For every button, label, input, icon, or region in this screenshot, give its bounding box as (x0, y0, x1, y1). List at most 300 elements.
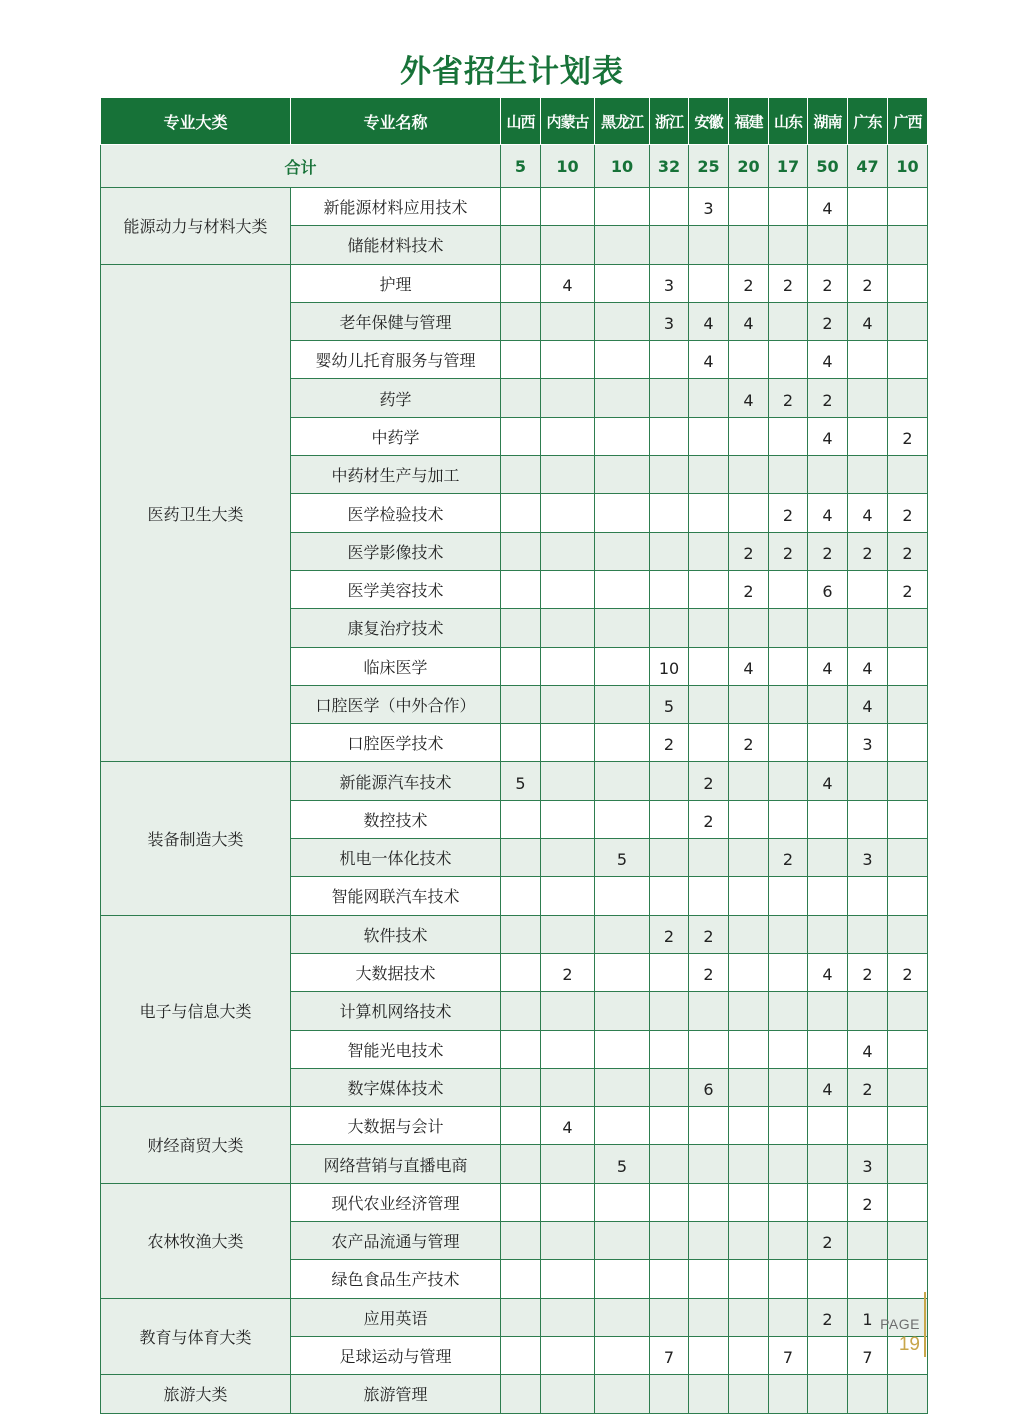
quota-cell (541, 532, 595, 570)
quota-cell (689, 379, 729, 417)
quota-cell (729, 1030, 769, 1068)
quota-cell (501, 953, 541, 991)
quota-cell (501, 188, 541, 226)
quota-cell (888, 379, 928, 417)
quota-cell (769, 1260, 808, 1298)
quota-cell (650, 1260, 689, 1298)
quota-cell: 4 (808, 1068, 848, 1106)
quota-cell (595, 1336, 650, 1374)
quota-cell (848, 226, 888, 264)
quota-cell (650, 1375, 689, 1413)
quota-cell: 2 (769, 532, 808, 570)
quota-cell (888, 609, 928, 647)
quota-cell (501, 1222, 541, 1260)
quota-cell (501, 302, 541, 340)
quota-cell (848, 762, 888, 800)
quota-cell (848, 877, 888, 915)
total-label: 合计 (101, 145, 501, 188)
quota-cell: 2 (888, 953, 928, 991)
quota-cell (541, 417, 595, 455)
quota-cell (729, 417, 769, 455)
quota-cell (848, 570, 888, 608)
quota-cell (888, 647, 928, 685)
header-province: 安徽 (689, 98, 729, 145)
total-value: 47 (848, 145, 888, 188)
quota-cell (808, 1375, 848, 1413)
quota-cell (650, 953, 689, 991)
quota-cell (650, 1068, 689, 1106)
quota-cell (501, 379, 541, 417)
quota-cell (541, 647, 595, 685)
quota-cell (650, 1222, 689, 1260)
quota-cell: 4 (808, 647, 848, 685)
quota-cell: 6 (808, 570, 848, 608)
table-row (101, 1375, 928, 1413)
quota-cell (541, 226, 595, 264)
major-cell: 应用英语 (291, 1298, 501, 1336)
quota-cell (848, 188, 888, 226)
quota-cell (595, 1068, 650, 1106)
quota-cell (595, 1030, 650, 1068)
quota-cell: 2 (541, 953, 595, 991)
quota-cell: 3 (848, 724, 888, 762)
quota-cell (888, 456, 928, 494)
quota-cell (769, 341, 808, 379)
quota-cell (595, 647, 650, 685)
quota-cell (729, 839, 769, 877)
quota-cell (595, 1260, 650, 1298)
quota-cell (689, 724, 729, 762)
quota-cell (848, 1375, 888, 1413)
quota-cell (729, 341, 769, 379)
header-province: 浙江 (650, 98, 689, 145)
quota-cell (650, 877, 689, 915)
quota-cell (689, 532, 729, 570)
quota-cell: 2 (808, 532, 848, 570)
quota-cell (689, 839, 729, 877)
quota-cell: 7 (769, 1336, 808, 1374)
quota-cell (848, 1107, 888, 1145)
quota-cell (729, 915, 769, 953)
quota-cell: 2 (689, 762, 729, 800)
quota-cell (541, 188, 595, 226)
quota-cell (595, 1183, 650, 1221)
quota-cell (888, 992, 928, 1030)
quota-cell (595, 1375, 650, 1413)
quota-cell: 2 (808, 302, 848, 340)
quota-cell (848, 915, 888, 953)
total-value: 20 (729, 145, 769, 188)
quota-cell (650, 1183, 689, 1221)
total-row (101, 145, 928, 188)
quota-cell: 2 (888, 532, 928, 570)
quota-cell: 2 (650, 724, 689, 762)
quota-cell (501, 570, 541, 608)
quota-cell: 2 (888, 494, 928, 532)
quota-cell (888, 1107, 928, 1145)
quota-cell (729, 1222, 769, 1260)
quota-cell (769, 1183, 808, 1221)
quota-cell (541, 1375, 595, 1413)
quota-cell (848, 1222, 888, 1260)
major-cell: 新能源材料应用技术 (291, 188, 501, 226)
quota-cell (729, 992, 769, 1030)
quota-cell (595, 724, 650, 762)
quota-cell (808, 1260, 848, 1298)
total-value: 25 (689, 145, 729, 188)
quota-cell (501, 1145, 541, 1183)
quota-cell (541, 685, 595, 723)
quota-cell (595, 992, 650, 1030)
quota-cell (888, 724, 928, 762)
quota-cell (650, 456, 689, 494)
page-marker (876, 1316, 920, 1356)
quota-cell (541, 877, 595, 915)
quota-cell (541, 800, 595, 838)
header-province: 福建 (729, 98, 769, 145)
quota-cell (501, 915, 541, 953)
quota-cell (501, 417, 541, 455)
header-province: 广东 (848, 98, 888, 145)
quota-cell (541, 1260, 595, 1298)
quota-cell (729, 1298, 769, 1336)
quota-cell (541, 494, 595, 532)
major-cell: 现代农业经济管理 (291, 1183, 501, 1221)
quota-cell: 4 (729, 302, 769, 340)
quota-cell (888, 839, 928, 877)
quota-cell (769, 1068, 808, 1106)
quota-cell: 2 (769, 264, 808, 302)
quota-cell (501, 264, 541, 302)
quota-cell (501, 1030, 541, 1068)
quota-cell (888, 800, 928, 838)
quota-cell (501, 1375, 541, 1413)
header-province: 黑龙江 (595, 98, 650, 145)
quota-cell (689, 417, 729, 455)
quota-cell (650, 800, 689, 838)
quota-cell (769, 647, 808, 685)
quota-cell (541, 915, 595, 953)
quota-cell (595, 953, 650, 991)
category-cell: 旅游大类 (101, 1375, 291, 1413)
quota-cell (541, 302, 595, 340)
quota-cell (769, 302, 808, 340)
quota-cell (541, 839, 595, 877)
quota-cell: 3 (689, 188, 729, 226)
major-cell: 农产品流通与管理 (291, 1222, 501, 1260)
major-cell: 网络营销与直播电商 (291, 1145, 501, 1183)
quota-cell (595, 609, 650, 647)
quota-cell (650, 762, 689, 800)
quota-cell (769, 188, 808, 226)
quota-cell (689, 685, 729, 723)
quota-cell (888, 685, 928, 723)
quota-cell (769, 226, 808, 264)
quota-cell (769, 800, 808, 838)
category-cell: 能源动力与材料大类 (101, 188, 291, 265)
quota-cell: 4 (808, 494, 848, 532)
quota-cell: 7 (848, 1336, 888, 1374)
quota-cell (595, 302, 650, 340)
quota-cell (595, 494, 650, 532)
quota-cell (595, 762, 650, 800)
quota-cell: 3 (650, 302, 689, 340)
quota-cell (689, 1145, 729, 1183)
quota-cell: 4 (848, 494, 888, 532)
quota-cell (769, 953, 808, 991)
quota-cell: 2 (848, 953, 888, 991)
quota-cell (541, 570, 595, 608)
quota-cell (501, 226, 541, 264)
quota-cell (501, 800, 541, 838)
quota-cell (595, 685, 650, 723)
quota-cell: 2 (729, 570, 769, 608)
quota-cell (769, 992, 808, 1030)
quota-cell: 2 (689, 953, 729, 991)
quota-cell: 2 (729, 264, 769, 302)
quota-cell (808, 839, 848, 877)
quota-cell (689, 1030, 729, 1068)
quota-cell: 4 (541, 264, 595, 302)
quota-cell (689, 1222, 729, 1260)
quota-cell (650, 992, 689, 1030)
quota-cell (848, 417, 888, 455)
quota-cell (729, 685, 769, 723)
category-cell: 电子与信息大类 (101, 915, 291, 1106)
quota-cell (595, 417, 650, 455)
major-cell: 旅游管理 (291, 1375, 501, 1413)
quota-cell (650, 494, 689, 532)
quota-cell (501, 724, 541, 762)
quota-cell (501, 532, 541, 570)
quota-cell (848, 800, 888, 838)
quota-cell (501, 839, 541, 877)
quota-cell: 4 (808, 953, 848, 991)
quota-cell (888, 1260, 928, 1298)
quota-cell (689, 1260, 729, 1298)
quota-cell: 4 (808, 188, 848, 226)
enrollment-plan-table (100, 97, 928, 1414)
quota-cell (769, 570, 808, 608)
table-row (101, 264, 928, 302)
quota-cell (650, 532, 689, 570)
quota-cell (541, 1068, 595, 1106)
major-cell: 数字媒体技术 (291, 1068, 501, 1106)
quota-cell: 5 (501, 762, 541, 800)
quota-cell (729, 456, 769, 494)
page-title: 外省招生计划表 (400, 54, 624, 90)
quota-cell (595, 341, 650, 379)
header-province: 山西 (501, 98, 541, 145)
quota-cell (595, 456, 650, 494)
quota-cell (689, 1298, 729, 1336)
quota-cell (808, 877, 848, 915)
quota-cell (541, 1030, 595, 1068)
quota-cell (689, 226, 729, 264)
quota-cell (501, 1260, 541, 1298)
quota-cell (729, 494, 769, 532)
quota-cell (650, 609, 689, 647)
quota-cell (541, 1183, 595, 1221)
quota-cell (848, 1260, 888, 1298)
quota-cell (729, 1336, 769, 1374)
quota-cell (650, 188, 689, 226)
quota-cell (848, 609, 888, 647)
quota-cell: 4 (729, 379, 769, 417)
quota-cell (650, 570, 689, 608)
quota-cell (729, 1260, 769, 1298)
quota-cell (501, 1183, 541, 1221)
quota-cell (769, 1145, 808, 1183)
quota-cell (769, 1030, 808, 1068)
total-value: 32 (650, 145, 689, 188)
table-row (101, 1107, 928, 1145)
quota-cell (769, 609, 808, 647)
major-cell: 医学美容技术 (291, 570, 501, 608)
quota-cell: 5 (595, 839, 650, 877)
major-cell: 智能网联汽车技术 (291, 877, 501, 915)
page-divider (924, 1292, 926, 1357)
quota-cell: 5 (650, 685, 689, 723)
quota-cell: 2 (848, 1183, 888, 1221)
major-cell: 护理 (291, 264, 501, 302)
major-cell: 计算机网络技术 (291, 992, 501, 1030)
quota-cell (808, 800, 848, 838)
major-cell: 中药材生产与加工 (291, 456, 501, 494)
table-row (101, 1183, 928, 1221)
quota-cell (888, 302, 928, 340)
quota-cell (729, 188, 769, 226)
table-body (101, 188, 928, 1414)
quota-cell: 2 (888, 570, 928, 608)
header-province: 山东 (769, 98, 808, 145)
quota-cell (769, 762, 808, 800)
quota-cell: 2 (848, 532, 888, 570)
quota-cell (848, 992, 888, 1030)
table-row (101, 188, 928, 226)
quota-cell (729, 762, 769, 800)
quota-cell (501, 609, 541, 647)
quota-cell: 2 (769, 379, 808, 417)
quota-cell (729, 1145, 769, 1183)
quota-cell (888, 1183, 928, 1221)
quota-cell (595, 1298, 650, 1336)
quota-cell: 7 (650, 1336, 689, 1374)
quota-cell: 2 (729, 724, 769, 762)
category-cell: 财经商贸大类 (101, 1107, 291, 1184)
quota-cell (501, 494, 541, 532)
major-cell: 口腔医学（中外合作） (291, 685, 501, 723)
quota-cell (689, 570, 729, 608)
quota-cell (729, 1375, 769, 1413)
major-cell: 数控技术 (291, 800, 501, 838)
header-category: 专业大类 (101, 98, 291, 145)
quota-cell (650, 341, 689, 379)
quota-cell (888, 1222, 928, 1260)
quota-cell: 3 (848, 1145, 888, 1183)
quota-cell (501, 992, 541, 1030)
quota-cell: 2 (729, 532, 769, 570)
quota-cell (595, 226, 650, 264)
major-cell: 软件技术 (291, 915, 501, 953)
quota-cell: 4 (808, 341, 848, 379)
quota-cell (888, 226, 928, 264)
total-value: 10 (595, 145, 650, 188)
quota-cell (769, 1375, 808, 1413)
quota-cell (541, 724, 595, 762)
quota-cell (888, 1068, 928, 1106)
quota-cell: 4 (848, 685, 888, 723)
quota-cell: 2 (808, 379, 848, 417)
quota-cell (541, 762, 595, 800)
total-value: 10 (541, 145, 595, 188)
quota-cell (650, 839, 689, 877)
quota-cell (888, 1375, 928, 1413)
major-cell: 中药学 (291, 417, 501, 455)
quota-cell (595, 379, 650, 417)
quota-cell (595, 800, 650, 838)
major-cell: 足球运动与管理 (291, 1336, 501, 1374)
quota-cell: 10 (650, 647, 689, 685)
quota-cell (501, 1336, 541, 1374)
header-province: 内蒙古 (541, 98, 595, 145)
quota-cell (888, 762, 928, 800)
quota-cell (595, 264, 650, 302)
quota-cell (501, 456, 541, 494)
quota-cell: 4 (848, 647, 888, 685)
major-cell: 婴幼儿托育服务与管理 (291, 341, 501, 379)
quota-cell (689, 1336, 729, 1374)
quota-cell: 2 (650, 915, 689, 953)
quota-cell (729, 226, 769, 264)
quota-cell (769, 456, 808, 494)
quota-cell (808, 609, 848, 647)
quota-cell (689, 877, 729, 915)
quota-cell (729, 1107, 769, 1145)
quota-cell (501, 1298, 541, 1336)
quota-cell (769, 915, 808, 953)
quota-cell (541, 1222, 595, 1260)
category-cell: 医药卫生大类 (101, 264, 291, 762)
quota-cell (541, 1298, 595, 1336)
quota-cell (689, 456, 729, 494)
category-cell: 农林牧渔大类 (101, 1183, 291, 1298)
quota-cell (769, 1298, 808, 1336)
quota-cell (808, 1030, 848, 1068)
quota-cell (689, 647, 729, 685)
page-label: PAGE (880, 1316, 920, 1332)
major-cell: 新能源汽车技术 (291, 762, 501, 800)
major-cell: 医学检验技术 (291, 494, 501, 532)
quota-cell: 2 (769, 839, 808, 877)
quota-cell (595, 877, 650, 915)
quota-cell: 1 (848, 1298, 888, 1336)
header-major: 专业名称 (291, 98, 501, 145)
quota-cell (808, 1107, 848, 1145)
quota-cell (501, 341, 541, 379)
quota-cell (808, 1336, 848, 1374)
quota-cell (848, 456, 888, 494)
quota-cell: 2 (689, 915, 729, 953)
quota-cell (808, 724, 848, 762)
major-cell: 绿色食品生产技术 (291, 1260, 501, 1298)
quota-cell (650, 379, 689, 417)
quota-cell (729, 609, 769, 647)
major-cell: 临床医学 (291, 647, 501, 685)
quota-cell (769, 1222, 808, 1260)
quota-cell (769, 417, 808, 455)
quota-cell (501, 1068, 541, 1106)
